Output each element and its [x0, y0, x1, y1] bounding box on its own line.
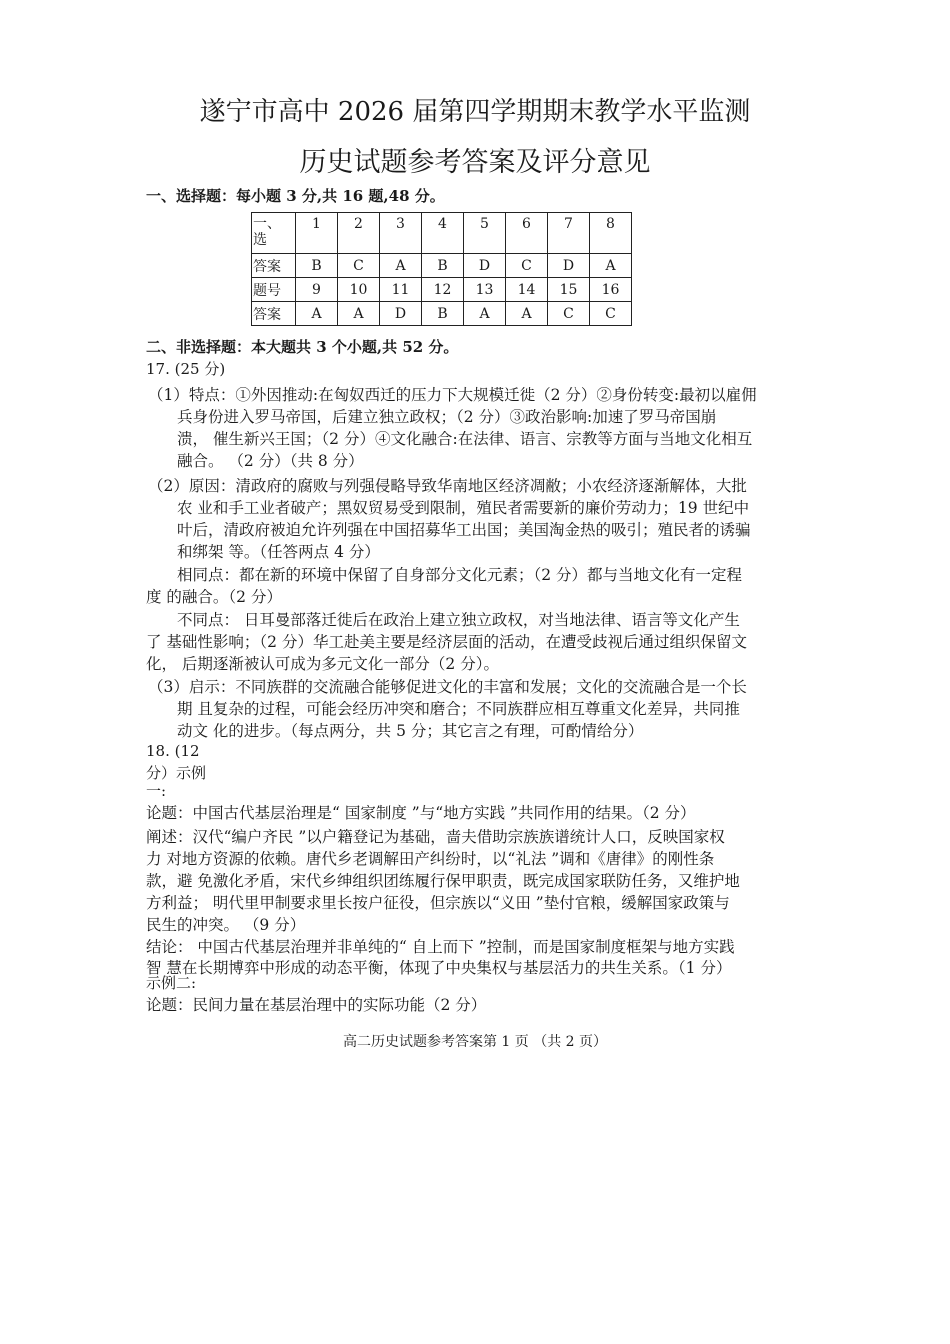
- q17-p2-line: 叶后，清政府被迫允许列强在中国招募华工出国；美国淘金热的吸引；殖民者的诱骗: [177, 521, 751, 539]
- section2-heading: 二、非选择题：本大题共 3 个小题,共 52 分。: [146, 338, 459, 356]
- q18-elaboration-line: 民生的冲突。 （9 分）: [146, 916, 306, 934]
- table-cell: 14: [506, 278, 548, 302]
- table-cell: 2: [338, 213, 380, 254]
- table-cell: 6: [506, 213, 548, 254]
- table-cell: 8: [590, 213, 632, 254]
- table-row-header: 题号: [252, 278, 296, 302]
- q17-similarity-line: 度 的融合。（2 分）: [146, 588, 282, 606]
- answer-table: [251, 212, 632, 326]
- table-cell: 16: [590, 278, 632, 302]
- q18-elaboration-line: 阐述：汉代“编户齐民 ”以户籍登记为基础，啬夫借助宗族族谱统计人口，反映国家权: [146, 828, 725, 846]
- q18-example2-thesis: 论题：民间力量在基层治理中的实际功能（2 分）: [146, 996, 487, 1014]
- q17-label: 17. (25 分): [146, 360, 226, 378]
- table-cell: A: [338, 302, 380, 326]
- table-cell: 13: [464, 278, 506, 302]
- q18-thesis: 论题：中国古代基层治理是“ 国家制度 ”与“地方实践 ”共同作用的结果。（2 分）: [146, 804, 696, 822]
- q17-p3-line: 期 且复杂的过程，可能会经历冲突和磨合；不同族群应相互尊重文化差异，共同推: [177, 700, 740, 718]
- table-cell: D: [548, 254, 590, 278]
- table-row: [252, 302, 632, 326]
- table-row-header: 一、 选: [252, 213, 296, 254]
- table-cell: 10: [338, 278, 380, 302]
- table-cell: A: [464, 302, 506, 326]
- q17-p2-line: 和绑架 等。（任答两点 4 分）: [177, 543, 380, 561]
- q17-p1-line: 溃， 催生新兴王国；（2 分）④文化融合:在法律、语言、宗教等方面与当地文化相互: [177, 430, 753, 448]
- table-cell: D: [464, 254, 506, 278]
- table-row: [252, 278, 632, 302]
- table-cell: B: [296, 254, 338, 278]
- table-cell: A: [506, 302, 548, 326]
- document-title-line1: 遂宁市高中 2026 届第四学期期末教学水平监测: [199, 97, 751, 127]
- table-cell: B: [422, 254, 464, 278]
- q18-label: 18. (12: [146, 742, 200, 760]
- table-cell: 15: [548, 278, 590, 302]
- q17-p3-line: 动文 化的进步。（每点两分，共 5 分；其它言之有理，可酌情给分）: [177, 722, 644, 740]
- section1-heading: 一、选择题：每小题 3 分,共 16 题,48 分。: [146, 187, 445, 205]
- table-cell: A: [380, 254, 422, 278]
- table-cell: 12: [422, 278, 464, 302]
- table-row-header: 答案: [252, 302, 296, 326]
- table-cell: A: [296, 302, 338, 326]
- q17-p3-line: （3）启示：不同族群的交流融合能够促进文化的丰富和发展；文化的交流融合是一个长: [148, 678, 747, 696]
- table-cell: 5: [464, 213, 506, 254]
- table-cell: C: [548, 302, 590, 326]
- q17-p1-line: 兵身份进入罗马帝国，后建立独立政权；（2 分）③政治影响:加速了罗马帝国崩: [177, 408, 717, 426]
- q17-p2-line: （2）原因：清政府的腐败与列强侵略导致华南地区经济凋敝；小农经济逐渐解体，大批: [148, 477, 747, 495]
- table-cell: C: [506, 254, 548, 278]
- q17-p2-line: 农 业和手工业者破产；黑奴贸易受到限制，殖民者需要新的廉价劳动力；19 世纪中: [177, 499, 750, 517]
- q17-difference-line: 化， 后期逐渐被认可成为多元文化一部分（2 分）。: [146, 655, 499, 673]
- table-cell: 7: [548, 213, 590, 254]
- q18-elaboration-line: 方利益； 明代里甲制要求里长按户征役，但宗族以“义田 ”垫付官粮，缓解国家政策与: [146, 894, 730, 912]
- page-footer: 高二历史试题参考答案第 1 页 （共 2 页）: [342, 1034, 608, 1050]
- table-cell: 3: [380, 213, 422, 254]
- table-cell: C: [590, 302, 632, 326]
- q18-elaboration-line: 力 对地方资源的依赖。唐代乡老调解田产纠纷时，以“礼法 ”调和《唐律》的刚性条: [146, 850, 715, 868]
- table-cell: 11: [380, 278, 422, 302]
- table-cell: 1: [296, 213, 338, 254]
- table-cell: C: [338, 254, 380, 278]
- q18-label: 分）示例: [146, 764, 207, 782]
- q17-difference-line: 不同点： 日耳曼部落迁徙后在政治上建立独立政权，对当地法律、语言等文化产生: [177, 611, 740, 629]
- q18-elaboration-line: 款，避 免激化矛盾，宋代乡绅组织团练履行保甲职责，既完成国家联防任务，又维护地: [146, 872, 740, 890]
- table-cell: 4: [422, 213, 464, 254]
- table-cell: A: [590, 254, 632, 278]
- q18-conclusion-line: 结论： 中国古代基层治理并非单纯的“ 自上而下 ”控制，而是国家制度框架与地方实践: [146, 938, 735, 956]
- table-cell: 9: [296, 278, 338, 302]
- q18-label: 一:: [146, 782, 167, 800]
- table-cell: B: [422, 302, 464, 326]
- table-row: [252, 254, 632, 278]
- document-title-line2: 历史试题参考答案及评分意见: [299, 147, 651, 178]
- q17-difference-line: 了 基础性影响；（2 分）华工赴美主要是经济层面的活动，在遭受歧视后通过组织保留文: [146, 633, 747, 651]
- q17-p1-line: 融合。 （2 分）（共 8 分）: [177, 452, 364, 470]
- q17-p1-line: （1）特点：①外因推动:在匈奴西迁的压力下大规模迁徙（2 分）②身份转变:最初以雇佣: [148, 386, 757, 404]
- q18-example2-label: 示例二:: [146, 974, 197, 992]
- table-cell: D: [380, 302, 422, 326]
- table-row: [252, 213, 632, 254]
- q17-similarity-line: 相同点：都在新的环境中保留了自身部分文化元素；（2 分）都与当地文化有一定程: [177, 566, 743, 584]
- q18-conclusion-line: 智 慧在长期博弈中形成的动态平衡，体现了中央集权与基层活力的共生关系。（1 分）: [146, 959, 732, 977]
- table-row-header: 答案: [252, 254, 296, 278]
